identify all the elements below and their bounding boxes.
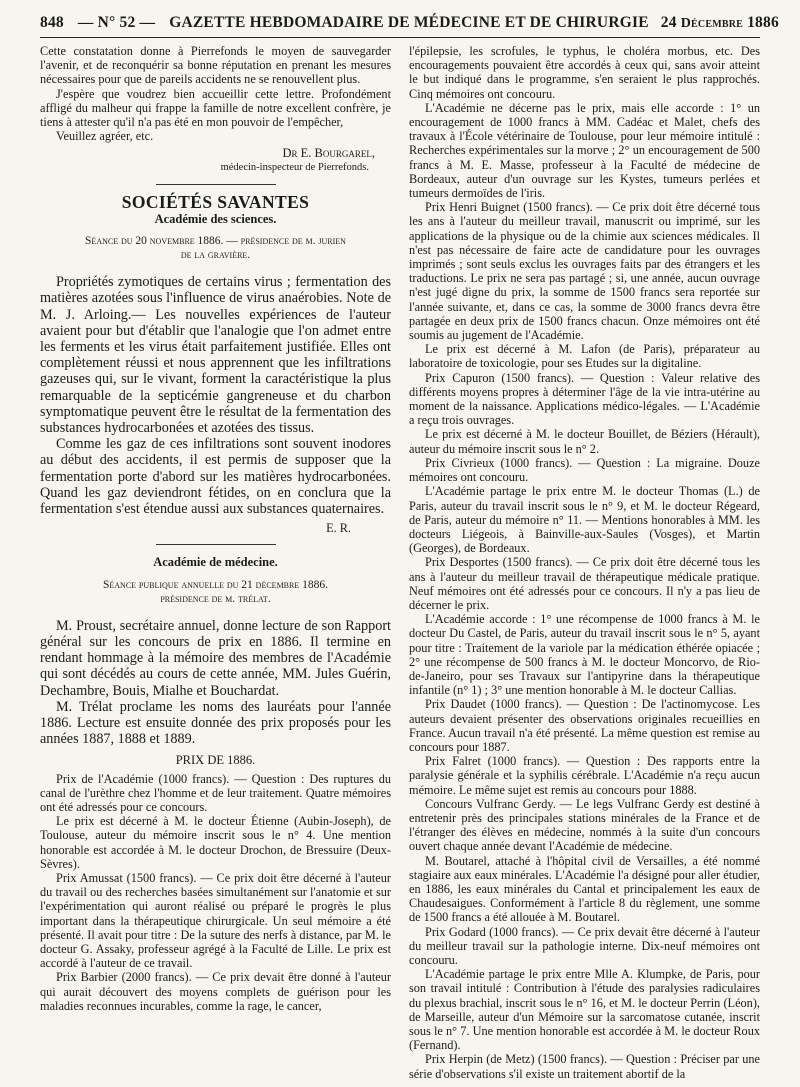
journal-title: GAZETTE HEBDOMADAIRE DE MÉDECINE ET DE CHIRURGIE [169, 14, 649, 31]
signature-name: Dr E. Bourgarel, [282, 146, 375, 161]
paragraph: Prix Henri Buignet (1500 francs). — Ce prix doit être décerné tous les ans à l'auteur du meilleur travail, manuscrit ou imprimé, sur les applications de la physique ou de la chimie aux sciences médicales. Il n'est pas nécessaire de faire acte de candidature pour les ouvrages imprimés ; sont seuls exclus les ouvrages faits par des étrangers et les traductions. Le prix ne sera pas partagé ; si, une année, aucun ouvrage n'est jugé digne du prix, la somme de 1500 francs sera reportée sur l'année suivante, et, dans ce cas, la somme de 3000 francs devra être partagée en deux prix de 1500 francs chacun. Onze mémoires ont été soumis au jugement de l'Académie. [409, 200, 760, 343]
paragraph: l'épilepsie, les scrofules, le typhus, le choléra morbus, etc. Des encouragements pouvaient être accordés à ceux qui, sans avoir atteint le but indiqué dans le programme, s'en seraient le plus rapprochés. Cinq mémoires ont concouru. [409, 44, 760, 101]
paragraph: J'espère que voudrez bien accueillir cette lettre. Profondément affligé du malheur qui frappe la famille de notre excellent confrère, je tiens à attester qu'il n'a pas été en mon pouvoir de l'empêcher, [40, 86, 391, 130]
paragraph: Concours Vulfranc Gerdy. — Le legs Vulfranc Gerdy est destiné à entretenir près des principales stations minérales de la France et de l'étranger des élèves en médecine, nommés à la suite d'un concours ouvert chaque année devant l'Académie de médecine. [409, 796, 760, 854]
paragraph: Cette constatation donne à Pierrefonds le moyen de sauvegarder l'avenir, et de reconquérir sa bonne réputation en prenant les mesures nécessaires pour que de pareils accidents ne se renouvellent plus. [40, 44, 391, 87]
paragraph: Prix Falret (1000 francs). — Question : Des rapports entre la paralysie générale et la syphilis cérébrale. L'Académie n'a reçu aucun mémoire. Le même sujet est remis au concours pour 1888. [409, 754, 760, 797]
paragraph: Prix Barbier (2000 francs). — Ce prix devait être donné à l'auteur qui aurait découvert des moyens complets de guérison pour les maladies reconnues incurables, comme la rage, le cancer, [40, 970, 391, 1013]
paragraph: Prix Desportes (1500 francs). — Ce prix doit être décerné tous les ans à l'auteur du meilleur travail de thérapeutique médicale pratique. Neuf mémoires ont été adressés pour ce concours. Il n'y a pas lieu de décerner le prix. [409, 555, 760, 612]
issue-number: — N° 52 — [77, 14, 156, 31]
left-column [40, 44, 391, 1081]
paragraph: L'Académie accorde : 1° une récompense de 1000 francs à M. le docteur Du Castel, de Paris, auteur du travail inscrit sous le n° 5, ayant pour titre : Traitement de la variole par la médication éthérée opiacée ; 2° une récompense de 500 francs à M. le docteur Moncorvo, de Rio-de-Janeiro, pour ses Travaux sur l'antipyrine dans la thérapeutique infantile (n° 1) ; 3° une mention honorable à M. le docteur Callias. [409, 612, 760, 698]
paragraph: Prix de l'Académie (1000 francs). — Question : Des ruptures du canal de l'urèthre chez l'homme et de leur traitement. Quatre mémoires ont été adressés pour ce concours. [40, 771, 391, 814]
section-divider [156, 544, 276, 545]
paragraph: L'Académie partage le prix entre M. le docteur Thomas (L.) de Paris, auteur du travail inscrit sous le n° 9, et M. le docteur Régeard, de Paris, auteur du mémoire n° 11. — Mentions honorables à MM. les docteurs Liégeois, à Bainville-aux-Saules (Vosges), et Martin (Georges), de Bordeaux. [409, 484, 760, 556]
paragraph: Prix Daudet (1000 francs). — Question : De l'actinomycose. Les auteurs devaient présenter des observations originales recueillies en France. Aucun travail n'a été présenté. La même question est remise au concours pour 1887. [409, 697, 760, 754]
academy-heading: Académie de médecine. [153, 555, 278, 570]
paragraph: Prix Godard (1000 francs). — Ce prix devait être décerné à l'auteur du meilleur travail sur la pathologie interne. Dix-neuf mémoires ont concouru. [409, 924, 760, 967]
signature-role: médecin-inspecteur de Pierrefonds. [220, 161, 369, 173]
section-title: SOCIÉTÉS SAVANTES [121, 191, 310, 212]
paragraph: Prix Herpin (de Metz) (1500 francs). — Question : Préciser par une série d'observations s'il existe un traitement abortif de la [409, 1052, 760, 1081]
page-number: 848 [40, 14, 64, 31]
paragraph: Veuillez agréer, etc. [56, 129, 154, 144]
paragraph: M. Proust, secrétaire annuel, donne lecture de son Rapport général sur les concours de prix en 1886. Il termine en rendant hommage à la mémoire des membres de l'Académie qui sont décédés au cours de cette année, MM. Jules Guérin, Dechambre, Bouis, Mialhe et Bouchardat. [40, 617, 391, 699]
right-column [409, 44, 760, 1081]
paragraph: Le prix est décerné à M. le docteur Bouillet, de Béziers (Hérault), auteur du mémoire inscrit sous le n° 2. [409, 427, 760, 456]
article-signature: E. R. [326, 521, 351, 536]
paragraph: M. Trélat proclame les noms des lauréats pour l'année 1886. Lecture est ensuite donnée des prix proposés pour les années 1887, 1888 et 1889. [40, 698, 391, 748]
paragraph: Prix Civrieux (1000 francs). — Question : La migraine. Douze mémoires ont concouru. [409, 455, 760, 485]
paragraph: Propriétés zymotiques de certains virus ; fermentation des matières azotées sous l'influence de virus anaérobies. Note de M. J. Arloing.— Les nouvelles expériences de l'auteur avaient pour but d'établir que l'analogie que l'on admet entre les ferments et les virus était parfaitement justifiée. Elles ont complètement réussi et nous apprennent que les infiltrations gazeuses qui, sur le vivant, forment la caractéristique la plus remarquable de la septicémie gangreneuse et du charbon symptomatique peuvent être le résultat de la fermentation des substances hydrocarbonées et azotées des tissus. [40, 274, 391, 437]
session-heading: Séance du 20 novembre 1886. — présidence de m. jurien de la gravière. [85, 235, 346, 262]
paragraph: L'Académie partage le prix entre Mlle A. Klumpke, de Paris, pour son travail intitulé : Contribution à l'étude des paralysies radiculaires du plexus brachial, inscrit sous le n° 16, et M. le docteur Perrin (Léon), de Marseille, auteur d'un Mémoire sur la sarcomatose cutanée, inscrit sous le n° 7. Une mention honorable est accordée à M. le docteur Roux (Fernand). [409, 967, 760, 1053]
paragraph: Comme les gaz de ces infiltrations sont souvent inodores au début des accidents, il est permis de supposer que la fermentation porte d'abord sur les matières hydrocarbonées. Quand les gaz deviendront fétides, on en conclura que la fermentation s'est étendue aussi aux substances quaternaires. [40, 436, 391, 518]
prize-heading: PRIX DE 1886. [175, 753, 256, 768]
paragraph: L'Académie ne décerne pas le prix, mais elle accorde : 1° un encouragement de 1000 francs à MM. Cadéac et Malet, chefs des travaux à l'École vétérinaire de Toulouse, pour leur mémoire intitulé : Recherches expérimentales sur la morve ; 2° un encouragement de 500 francs à M. E. Masse, professeur à la Faculté de médecine de Bordeaux, auteur d'un ouvrage sur les Kystes, tumeurs perlées et tumeurs dermoïdes de l'iris. [409, 100, 760, 201]
two-column-body [40, 44, 760, 1081]
issue-date: 24 Décembre 1886 [660, 14, 779, 31]
paragraph: Prix Capuron (1500 francs). — Question : Valeur relative des différents moyens propres à déterminer l'âge de la vie intra-utérine au moment de la naissance. Applications médico-légales. — L'Académie a reçu trois ouvrages. [409, 370, 760, 428]
paragraph: Le prix est décerné à M. Lafon (de Paris), préparateur au laboratoire de toxicologie, pour ses Etudes sur la digitaline. [409, 342, 760, 371]
header-rule [40, 37, 760, 38]
paragraph: M. Boutarel, attaché à l'hôpital civil de Versailles, a été nommé stagiaire aux eaux minérales. L'Académie l'a désigné pour aller étudier, en 1886, les eaux minérales du Cantal et principalement les eaux de Chaudesaigues. Conformément à l'article 8 du règlement, une somme de 1500 francs a été allouée à M. Boutarel. [409, 853, 760, 925]
session-heading: Séance publique annuelle du 21 décembre 1886. présidence de m. trélat. [102, 578, 328, 605]
paragraph: Le prix est décerné à M. le docteur Étienne (Aubin-Joseph), de Toulouse, auteur du mémoire inscrit sous le n° 4. Une mention honorable est accordée à M. le docteur Drochon, de Bressuire (Deux-Sèvres). [40, 814, 391, 871]
page-header [40, 14, 779, 32]
paragraph: Prix Amussat (1500 francs). — Ce prix doit être décerné à l'auteur du travail ou des recherches basées simultanément sur l'anatomie et sur l'expérimentation qui auront réalisé ou préparé le progrès le plus important dans la thérapeutique chirurgicale. Un seul mémoire a été présenté. Il avait pour titre : De la suture des nerfs à distance, par M. le docteur G. Assaky, professeur agrégé à la Faculté de Lille. Le prix est accordé à l'auteur de ce travail. [40, 870, 391, 971]
academy-heading: Académie des sciences. [154, 212, 277, 227]
section-divider [156, 184, 276, 185]
